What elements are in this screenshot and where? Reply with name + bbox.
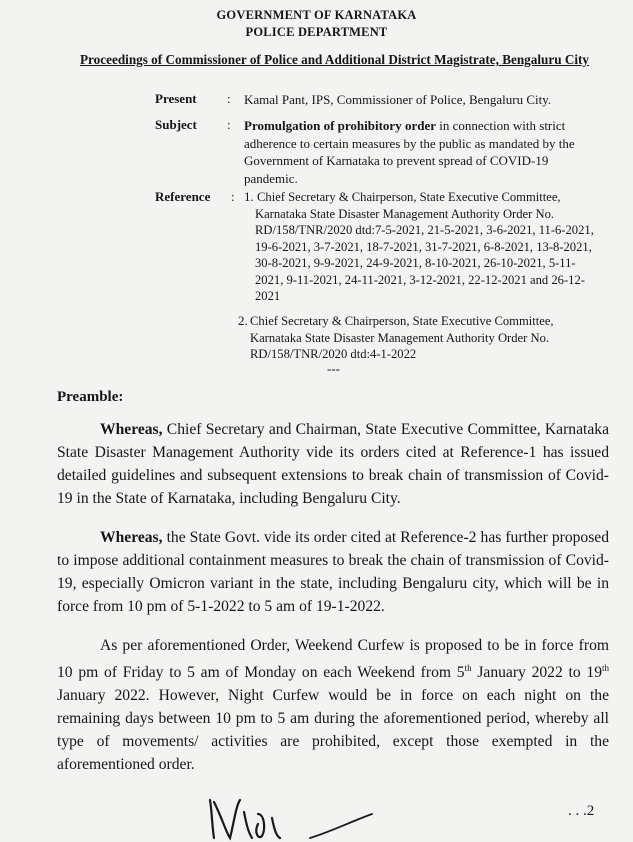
reference-2-number: 2.: [238, 313, 248, 328]
reference-1-number: 1.: [244, 189, 254, 204]
para3-text-c: January 2022. However, Night Curfew would be in force on each night on the remaining days between 10 pm to 5 am during the aforementioned period, whereby all type of movements/ activities are prohibited, except those exempted in the aforementioned order.: [57, 687, 609, 774]
reference-1-text: Karnataka State Disaster Management Authority Order No. RD/158/TNR/2020 dtd:7-5-2021, 21-5-2021, 3-6-2021, 11-6-2021, 19-6-2021, 3-7-2021, 18-7-2021, 31-7-2021, 6-8-2021, 13-8-2021, 30-8-2021, 9-9-2021, 24-9-2021, 8-10-2021, 26-10-2021, 5-11-2021, 9-11-2021, 24-11-2021, 3-12-2021, 22-12-2021 and 26-12-2021: [255, 207, 594, 304]
para3-sup-1: th: [464, 663, 472, 673]
department-heading: POLICE DEPARTMENT: [245, 25, 388, 39]
preamble-paragraph-1: [57, 418, 609, 510]
proceedings-title: Proceedings of Commissioner of Police and Additional District Magistrate, Bengaluru City: [80, 52, 590, 67]
para1-text: Chief Secretary and Chairman, State Executive Committee, Karnataka State Disaster Management Authority vide its orders cited at Reference-1 has issued detailed guidelines and subsequent extensions to break chain of transmission of Covid-19 in the State of Karnataka, including Bengaluru City.: [57, 421, 609, 507]
subject-colon: :: [227, 117, 231, 132]
present-colon: :: [227, 91, 231, 106]
preamble-paragraph-3: [57, 634, 609, 776]
subject-label: Subject: [155, 117, 197, 132]
subject-bold: Promulgation of prohibitory order: [244, 118, 436, 133]
reference-separator: ---: [327, 361, 340, 376]
reference-2-first-line: Chief Secretary & Chairperson, State Executive Committee,: [250, 314, 554, 328]
preamble-heading: Preamble:: [57, 389, 124, 405]
para1-whereas: Whereas,: [100, 421, 163, 438]
reference-1-first-line: Chief Secretary & Chairperson, State Executive Committee,: [257, 190, 561, 204]
para2-text: the State Govt. vide its order cited at Reference-2 has further proposed to impose additional containment measures to break the chain of transmission of Covid-19, especially Omicron variant in the state, including Bengaluru city, which will be in force from 10 pm of 5-1-2022 to 5 am of 19-1-2022.: [57, 529, 609, 615]
para3-text-a: As per aforementioned Order, Weekend Curfew is proposed to be in force from 10 pm of Friday to 5 am of Monday on each Weekend from 5: [57, 637, 609, 682]
present-text: Kamal Pant, IPS, Commissioner of Police, Bengaluru City.: [244, 92, 552, 107]
para3-text-b: January 2022 to 19: [471, 664, 602, 682]
page-continuation-marker: . . .2: [568, 803, 595, 819]
subject-rest: in connection with strict adherence to certain measures by the public as mandated by the Government of Karnataka to prevent spread of COVID-19 pandemic.: [244, 118, 575, 186]
para3-sup-2: th: [602, 663, 610, 673]
para2-whereas: Whereas,: [100, 529, 163, 546]
subject-text: [244, 117, 599, 187]
reference-colon: :: [231, 189, 235, 204]
government-heading: GOVERNMENT OF KARNATAKA: [216, 8, 417, 22]
reference-label: Reference: [155, 189, 211, 204]
handwritten-signature: [200, 792, 400, 842]
reference-2-text: Karnataka State Disaster Management Authority Order No. RD/158/TNR/2020 dtd:4-1-2022: [250, 331, 550, 362]
present-label: Present: [155, 91, 197, 106]
preamble-paragraph-2: [57, 526, 609, 618]
